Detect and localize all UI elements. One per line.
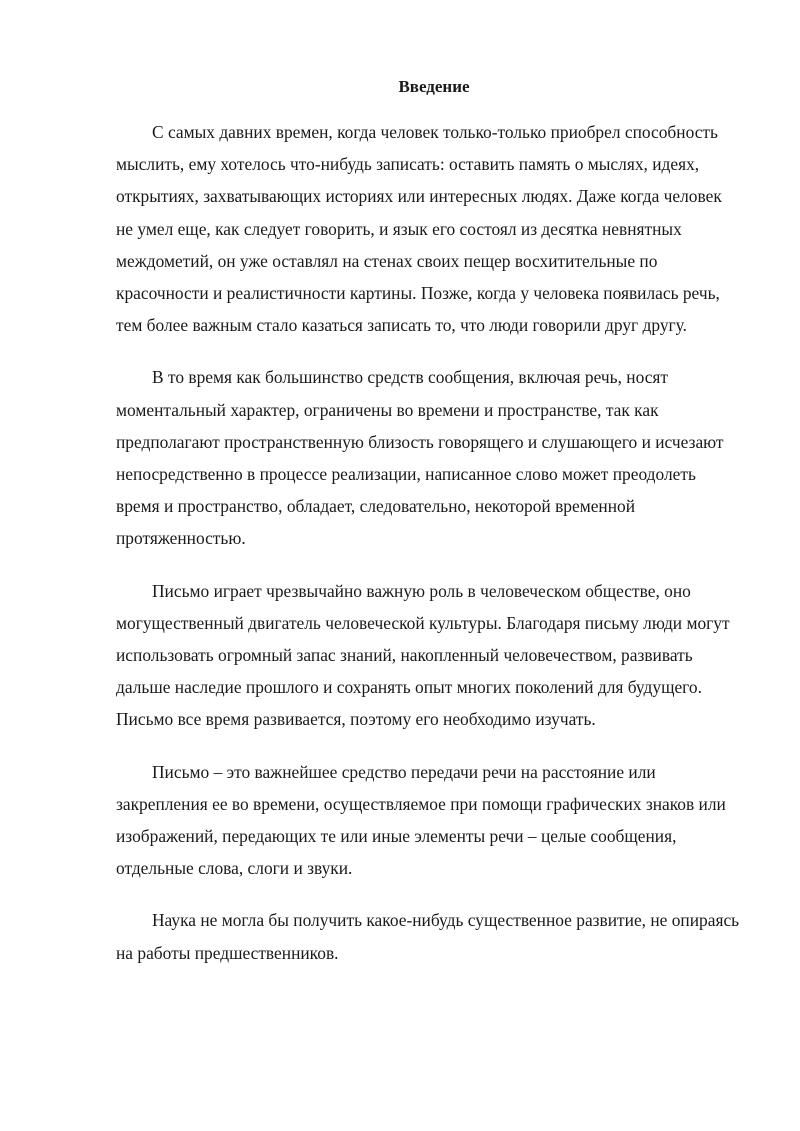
paragraph-5: Наука не могла бы получить какое-нибудь существенное развитие, не опираясь на работы предшественников. xyxy=(116,910,740,963)
page-title: Введение xyxy=(398,77,470,96)
paragraph-1: С самых давних времен, когда человек только-только приобрел способность мыслить, ему хотелось что-нибудь записать: оставить память о мыслях, идеях, открытиях, захватывающих историях или интересных людях. Даже когда человек не умел еще, как следует говорить, и язык его состоял из десятка невнятных междометий, он уже оставлял на стенах своих пещер восхитительные по красочности и реалистичности картины. Позже, когда у человека появилась речь, тем более важным стало казаться записать то, что люди говорили друг другу. xyxy=(116,122,722,336)
paragraph-3: Письмо играет чрезвычайно важную роль в человеческом обществе, оно могущественный двигатель человеческой культуры. Благодаря письму люди могут использовать огромный запас знаний, накопленный человечеством, развивать дальше наследие прошлого и сохранять опыт многих поколений для будущего. Письмо все время развивается, поэтому его необходимо изучать. xyxy=(116,580,730,730)
paragraph-4: Письмо – это важнейшее средство передачи речи на расстояние или закрепления ее во времени, осуществляемое при помощи графических знаков или изображений, передающих те или иные элементы речи – целые сообщения, отдельные слова, слоги и звуки. xyxy=(116,761,726,879)
paragraph-2: В то время как большинство средств сообщения, включая речь, носят моментальный характер, ограничены во времени и пространстве, так как предполагают пространственную близость говорящего и слушающего и исчезают непосредственно в процессе реализации, написанное слово может преодолеть время и пространство, обладает, следовательно, некоторой временной протяженностью. xyxy=(116,367,724,549)
